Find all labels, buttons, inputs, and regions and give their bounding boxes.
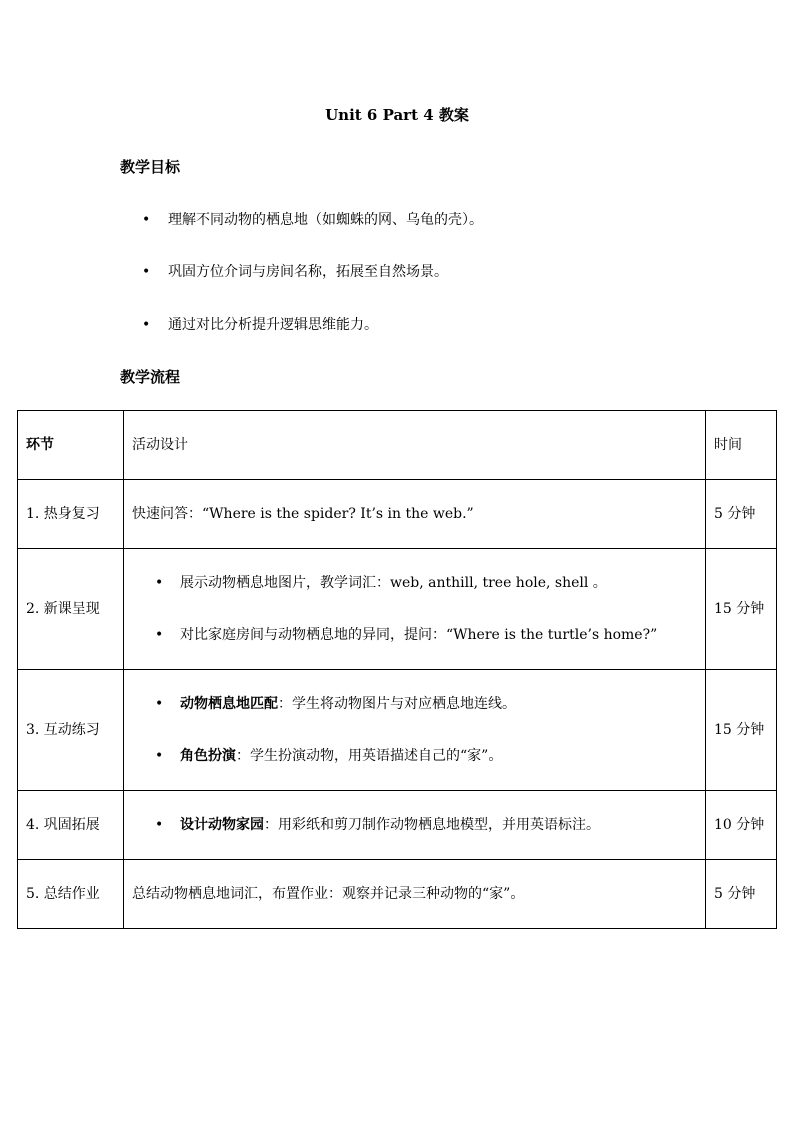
activity-text: ：学生扮演动物，用英语描述自己的“家”。 [236,748,503,764]
goal-item [142,314,378,336]
header-time: 时间 [706,411,777,480]
goal-item [142,261,448,283]
activity-text: ：学生将动物图片与对应栖息地连线。 [278,696,516,712]
activity-bullet: • 展示动物栖息地图片，教学词汇：web, anthill, tree hole, shell 。 [180,573,697,593]
bullet-icon: • [142,317,151,333]
bullet-icon: • [142,264,151,280]
lesson-flow-table [17,410,777,929]
activity-prefix: 设计 [180,817,208,833]
table-row [18,480,777,549]
table-row [18,791,777,860]
activity-bullet: • 对比家庭房间与动物栖息地的异同，提问：“Where is the turtle’s home?” [180,625,697,645]
flow-heading: 教学流程 [120,368,181,386]
activity-cell [124,549,706,670]
header-activity: 活动设计 [124,411,706,480]
goal-text: 巩固方位介词与房间名称，拓展至自然场景。 [168,264,448,280]
time-cell: 5 分钟 [706,860,777,929]
stage-cell: 4. 巩固拓展 [18,791,124,860]
activity-cell [124,670,706,791]
activity-cell: 总结动物栖息地词汇，布置作业：观察并记录三种动物的“家”。 [124,860,706,929]
time-cell: 15 分钟 [706,549,777,670]
stage-cell: 5. 总结作业 [18,860,124,929]
activity-cell: 快速问答：“Where is the spider? It’s in the web.” [124,480,706,549]
activity-cell [124,791,706,860]
table-header-row [18,411,777,480]
stage-cell: 2. 新课呈现 [18,549,124,670]
time-cell: 10 分钟 [706,791,777,860]
table-row [18,860,777,929]
document-title: Unit 6 Part 4 教案 [325,106,469,124]
header-stage: 环节 [18,411,124,480]
activity-keyword: 动物栖息地匹配 [180,696,278,712]
activity-bullet [180,746,697,766]
activity-text: ：用彩纸和剪刀制作动物栖息地模型，并用英语标注。 [264,817,600,833]
table-row [18,670,777,791]
goal-text: 理解不同动物的栖息地（如蜘蛛的网、乌龟的壳）。 [168,212,483,228]
activity-keyword: 角色扮演 [180,748,236,764]
table-row [18,549,777,670]
time-cell: 15 分钟 [706,670,777,791]
stage-cell: 3. 互动练习 [18,670,124,791]
activity-bullet [180,815,697,835]
activity-keyword: 动物家园 [208,817,264,833]
time-cell: 5 分钟 [706,480,777,549]
goal-item [142,209,483,231]
goals-heading: 教学目标 [120,158,181,176]
activity-bullet [180,694,697,714]
stage-cell: 1. 热身复习 [18,480,124,549]
goal-text: 通过对比分析提升逻辑思维能力。 [168,317,378,333]
bullet-icon: • [142,212,151,228]
